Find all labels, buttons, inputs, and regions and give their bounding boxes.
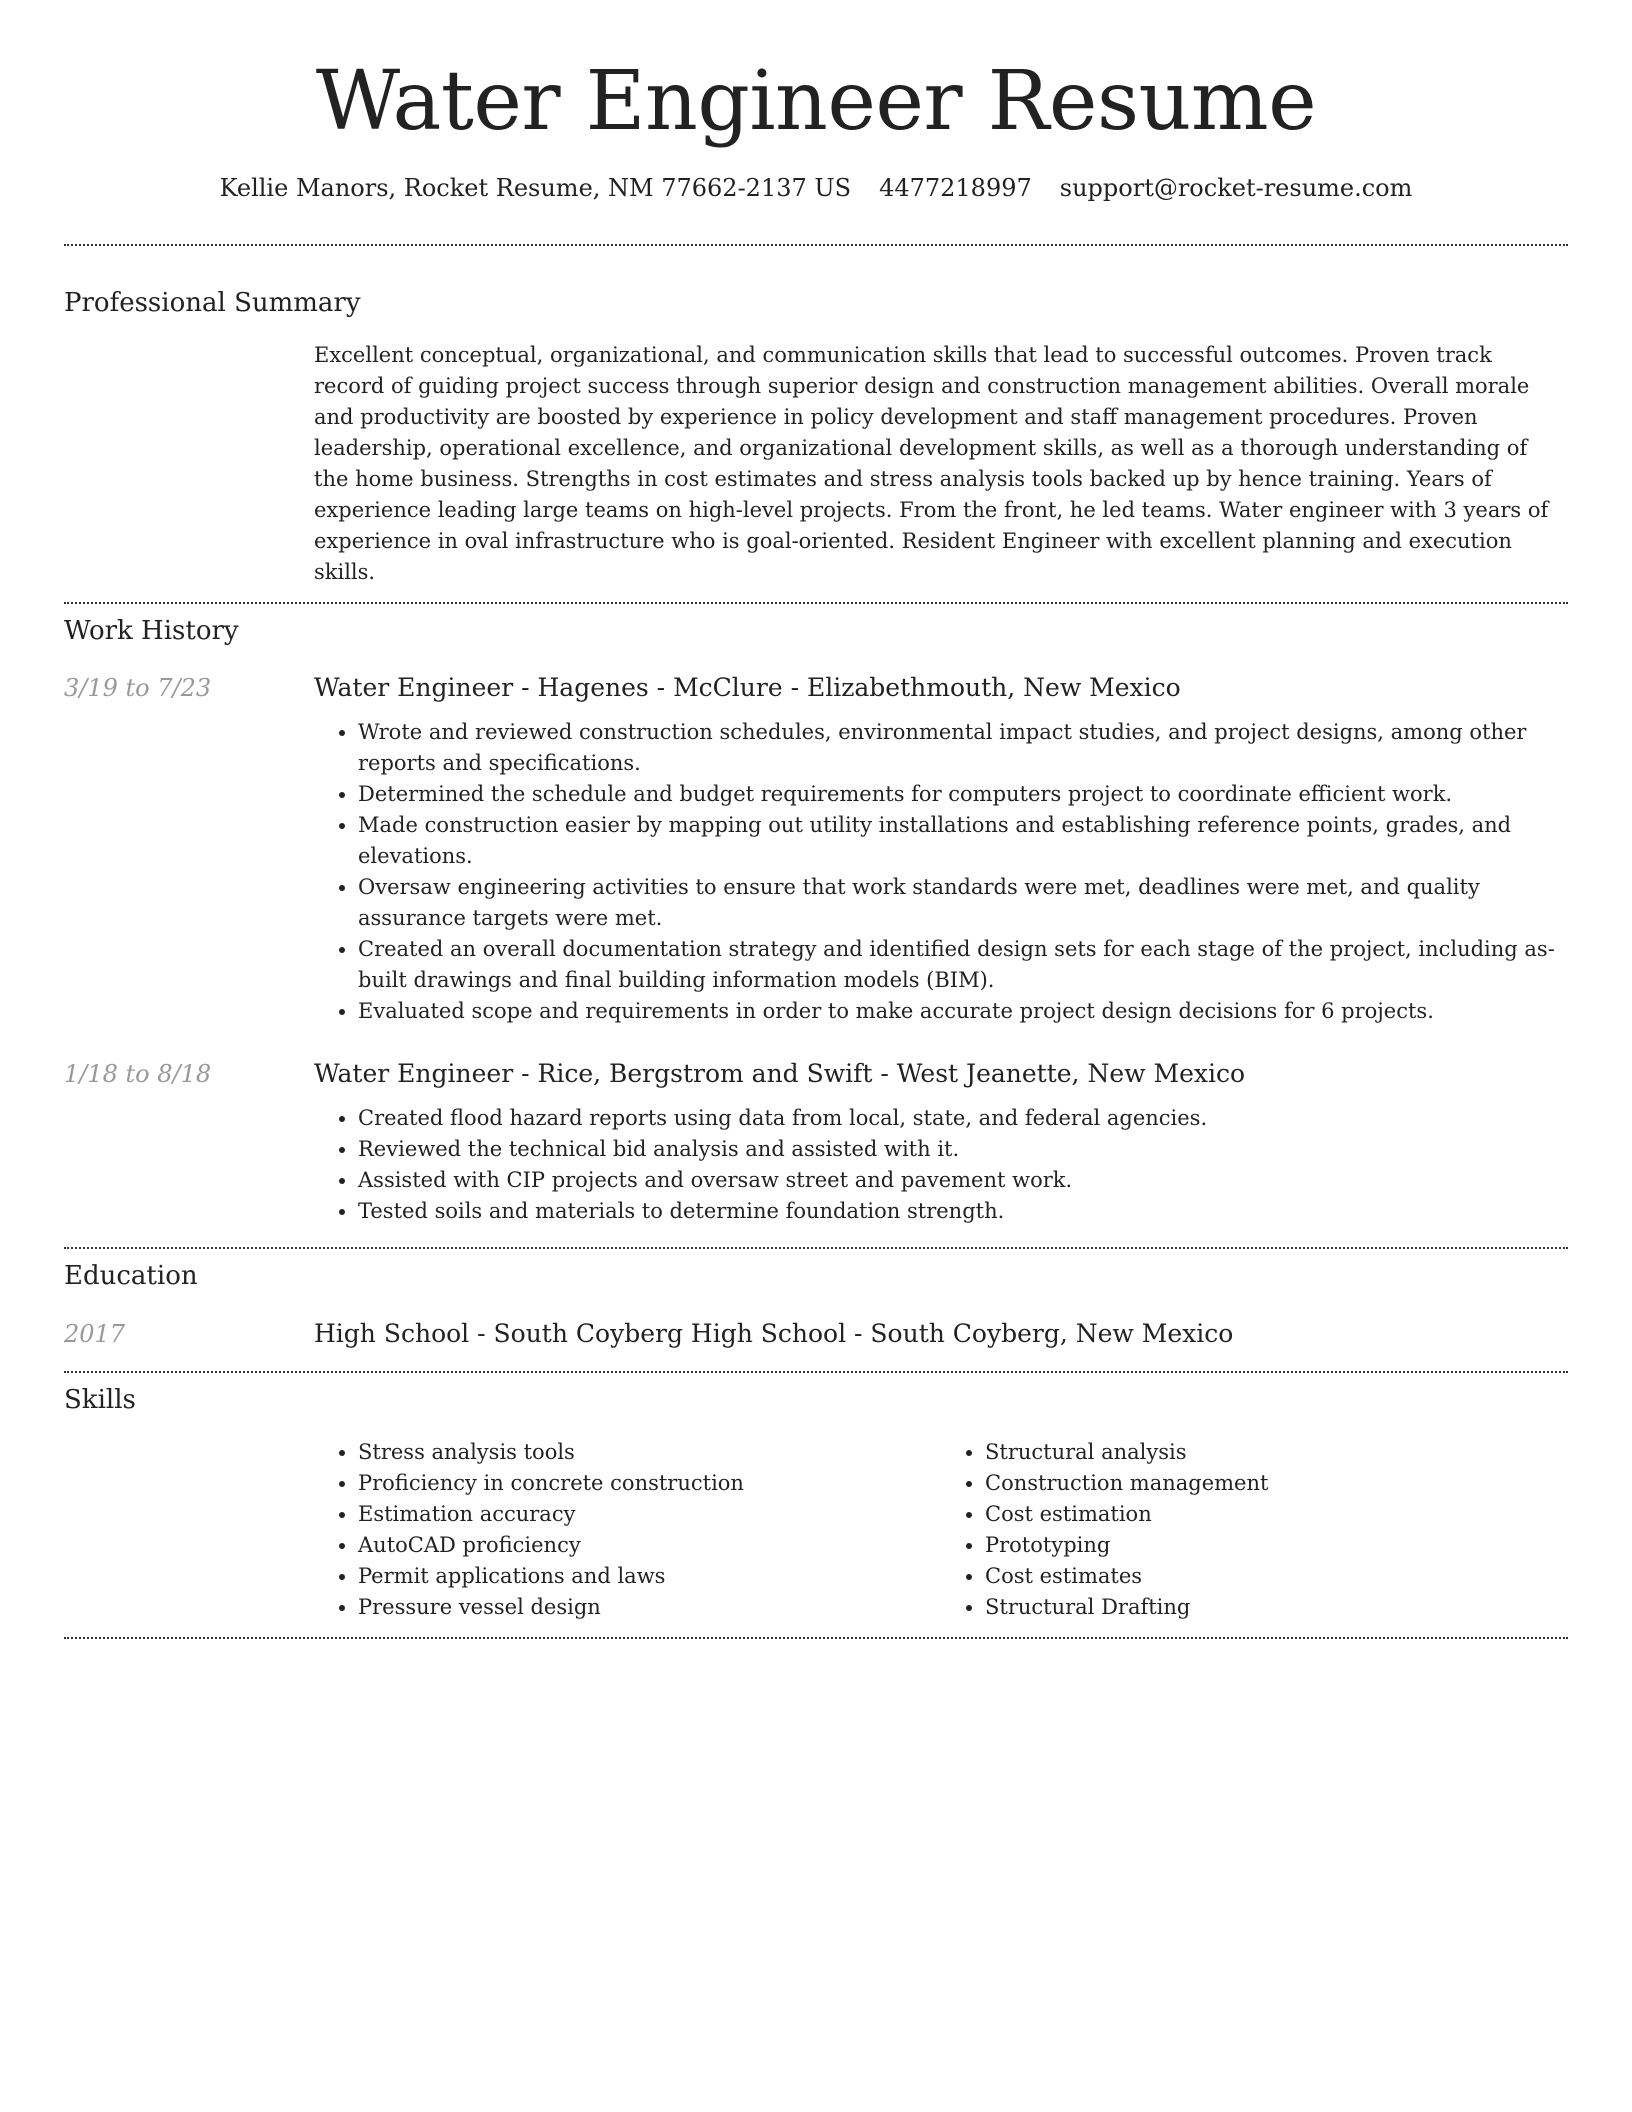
summary-text: Excellent conceptual, organizational, and communication skills that lead to successful outcomes. Proven track record of guiding project success through superior design and construction management abilities. Overall morale and productivity are boosted by experience in policy development and staff management procedures. Proven leadership, operational excellence, and organizational development skills, as well as a thorough understanding of the home business. Strengths in cost estimates and stress analysis tools backed up by hence training. Years of experience leading large teams on high-level projects. From the front, he led teams. Water engineer with 3 years of experience in oval infrastructure who is goal-oriented. Resident Engineer with excellent planning and execution skills.	[314, 343, 1549, 584]
job-bullet: • Determined the schedule and budget requirements for computers project to coordinate efficient work.	[358, 779, 1568, 810]
divider	[64, 244, 1568, 246]
education-entry	[64, 1317, 1568, 1351]
skill-item: • Stress analysis tools	[358, 1437, 941, 1468]
job-title: Water Engineer - Hagenes - McClure - Elizabethmouth, New Mexico	[314, 673, 1181, 702]
job-bullet: • Tested soils and materials to determine foundation strength.	[358, 1196, 1568, 1227]
skill-item: • Proficiency in concrete construction	[358, 1468, 941, 1499]
job-bullet: • Reviewed the technical bid analysis and assisted with it.	[358, 1134, 1568, 1165]
job-title: Water Engineer - Rice, Bergstrom and Swift - West Jeanette, New Mexico	[314, 1059, 1246, 1088]
divider	[64, 602, 1568, 604]
skills-heading: Skills	[64, 1385, 136, 1415]
education-heading: Education	[64, 1261, 198, 1291]
skill-item: • Structural Drafting	[985, 1592, 1568, 1623]
job-bullets	[314, 1103, 1568, 1227]
education-year: 2017	[64, 1320, 126, 1348]
resume-page	[64, 0, 1568, 1639]
contact-email: support@rocket-resume.com	[1059, 174, 1413, 202]
resume-title: Water Engineer Resume	[315, 54, 1317, 149]
contact-line	[64, 172, 1568, 204]
skill-item: • AutoCAD proficiency	[358, 1530, 941, 1561]
summary-heading: Professional Summary	[64, 288, 361, 318]
job-bullet: • Created an overall documentation strategy and identified design sets for each stage of the project, including as-built drawings and final building information models (BIM).	[358, 934, 1568, 996]
skills-columns	[314, 1437, 1568, 1623]
job-bullet: • Oversaw engineering activities to ensure that work standards were met, deadlines were met, and quality assurance targets were met.	[358, 872, 1568, 934]
job-entry	[64, 671, 1568, 1027]
skills-list-left	[314, 1437, 941, 1623]
summary-row	[64, 340, 1568, 588]
skill-item: • Cost estimation	[985, 1499, 1568, 1530]
skill-item: • Structural analysis	[985, 1437, 1568, 1468]
divider	[64, 1371, 1568, 1373]
job-bullet: • Evaluated scope and requirements in order to make accurate project design decisions for 6 projects.	[358, 996, 1568, 1027]
skill-item: • Prototyping	[985, 1530, 1568, 1561]
skills-row	[64, 1437, 1568, 1623]
job-entry	[64, 1057, 1568, 1227]
skill-item: • Pressure vessel design	[358, 1592, 941, 1623]
work-history-heading: Work History	[64, 616, 239, 646]
education-title: High School - South Coyberg High School - South Coyberg, New Mexico	[314, 1319, 1234, 1348]
skill-item: • Cost estimates	[985, 1561, 1568, 1592]
job-bullet: • Created flood hazard reports using data from local, state, and federal agencies.	[358, 1103, 1568, 1134]
contact-phone: 4477218997	[879, 174, 1032, 202]
divider	[64, 1247, 1568, 1249]
job-bullets	[314, 717, 1568, 1027]
skills-list-right	[941, 1437, 1568, 1623]
divider	[64, 1637, 1568, 1639]
job-bullet: • Wrote and reviewed construction schedules, environmental impact studies, and project designs, among other reports and specifications.	[358, 717, 1568, 779]
contact-address: Kellie Manors, Rocket Resume, NM 77662-2137 US	[219, 174, 852, 202]
skill-item: • Construction management	[985, 1468, 1568, 1499]
job-bullet: • Made construction easier by mapping out utility installations and establishing reference points, grades, and elevations.	[358, 810, 1568, 872]
skill-item: • Permit applications and laws	[358, 1561, 941, 1592]
job-dates: 3/19 to 7/23	[64, 674, 212, 702]
skill-item: • Estimation accuracy	[358, 1499, 941, 1530]
job-bullet: • Assisted with CIP projects and oversaw street and pavement work.	[358, 1165, 1568, 1196]
job-dates: 1/18 to 8/18	[64, 1060, 212, 1088]
